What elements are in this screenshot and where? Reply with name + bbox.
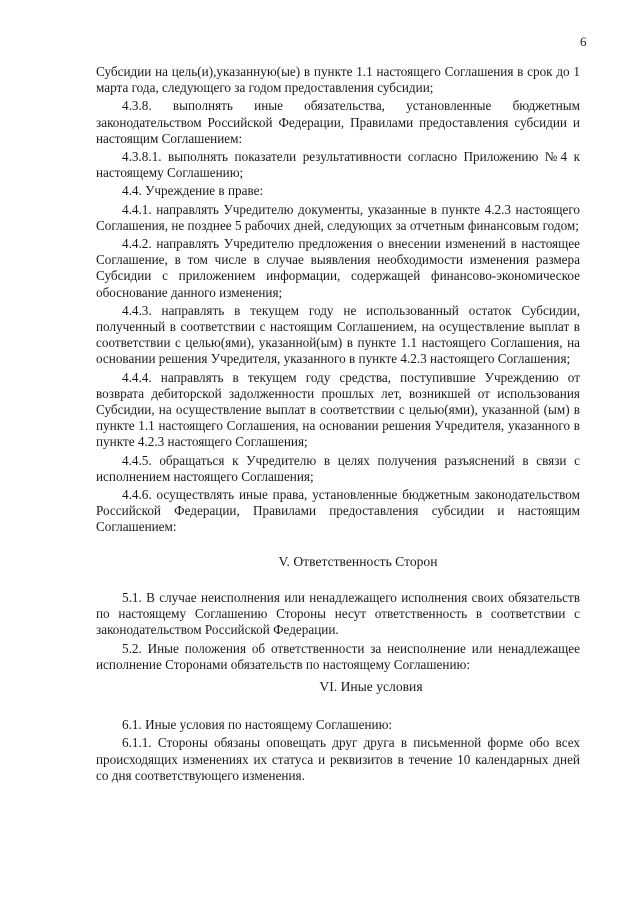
paragraph: 4.4.5. обращаться к Учредителю в целях получения разъяснений в связи с исполнением настоящего Соглашения; [96,452,580,484]
paragraph: 4.4.3. направлять в текущем году не использованный остаток Субсидии, полученный в соответствии с настоящим Соглашением, на осуществление выплат в соответствии с целью(ями), указанной(ым) в пункте 1.1 настоящего Соглашения, на основании решения Учредителя, указанного в пункте 4.2.3 настоящего Соглашения; [96,302,580,367]
paragraph: Субсидии на цель(и),указанную(ые) в пункте 1.1 настоящего Соглашения в срок до 1 марта года, следующего за годом предоставления субсидии; [96,64,580,96]
section-heading: V. Ответственность Сторон [278,553,438,569]
paragraph: 4.3.8.1. выполнять показатели результативности согласно Приложению №4 к настоящему Соглашению; [96,149,580,181]
paragraph: 4.4.4. направлять в текущем году средства, поступившие Учреждению от возврата дебиторской задолженности прошлых лет, возникшей от использования Субсидии, на осуществление выплат в соответствии с целью(ями), указанной (ым) в пункте 1.1 настоящего Соглашения, на основании решения Учредителя, указанного в пункте 4.2.3 настоящего Соглашения; [96,369,580,450]
paragraph: 4.4.6. осуществлять иные права, установленные бюджетным законодательством Российской Федерации, Правилами предоставления субсидии и настоящим Соглашением: [96,487,580,535]
section-heading: VI. Иные условия [319,678,423,694]
paragraph: 6.1.1. Стороны обязаны оповещать друг друга в письменной форме обо всех происходящих изменениях их статуса и реквизитов в течение 10 календарных дней со дня соответствующего изменения. [96,735,580,783]
paragraph: 4.3.8. выполнять иные обязательства, установленные бюджетным законодательством Российской Федерации, Правилами предоставления субсидии и настоящим Соглашением: [96,98,580,146]
paragraph: 6.1. Иные условия по настоящему Соглашению: [122,717,393,733]
paragraph: 5.1. В случае неисполнения или ненадлежащего исполнения своих обязательств по настоящему Соглашению Стороны несут ответственность в соответствии с законодательством Российской Федерации. [96,589,580,638]
paragraph: 4.4. Учреждение в праве: [122,183,264,199]
paragraph: 4.4.2. направлять Учредителю предложения о внесении изменений в настоящее Соглашение, в том числе в случае выявления необходимости изменения размера Субсидии с приложением информации, содержащей финансово-экономическое обоснование данного изменения; [96,236,580,300]
page-number: 6 [580,34,587,49]
paragraph: 4.4.1. направлять Учредителю документы, указанные в пункте 4.2.3 настоящего Соглашения, не позднее 5 рабочих дней, следующих за отчетным финансовым годом; [96,201,580,233]
paragraph: 5.2. Иные положения об ответственности за неисполнение или ненадлежащее исполнение Сторонами обязательств по настоящему Соглашению: [96,640,580,672]
document-body [96,64,580,786]
